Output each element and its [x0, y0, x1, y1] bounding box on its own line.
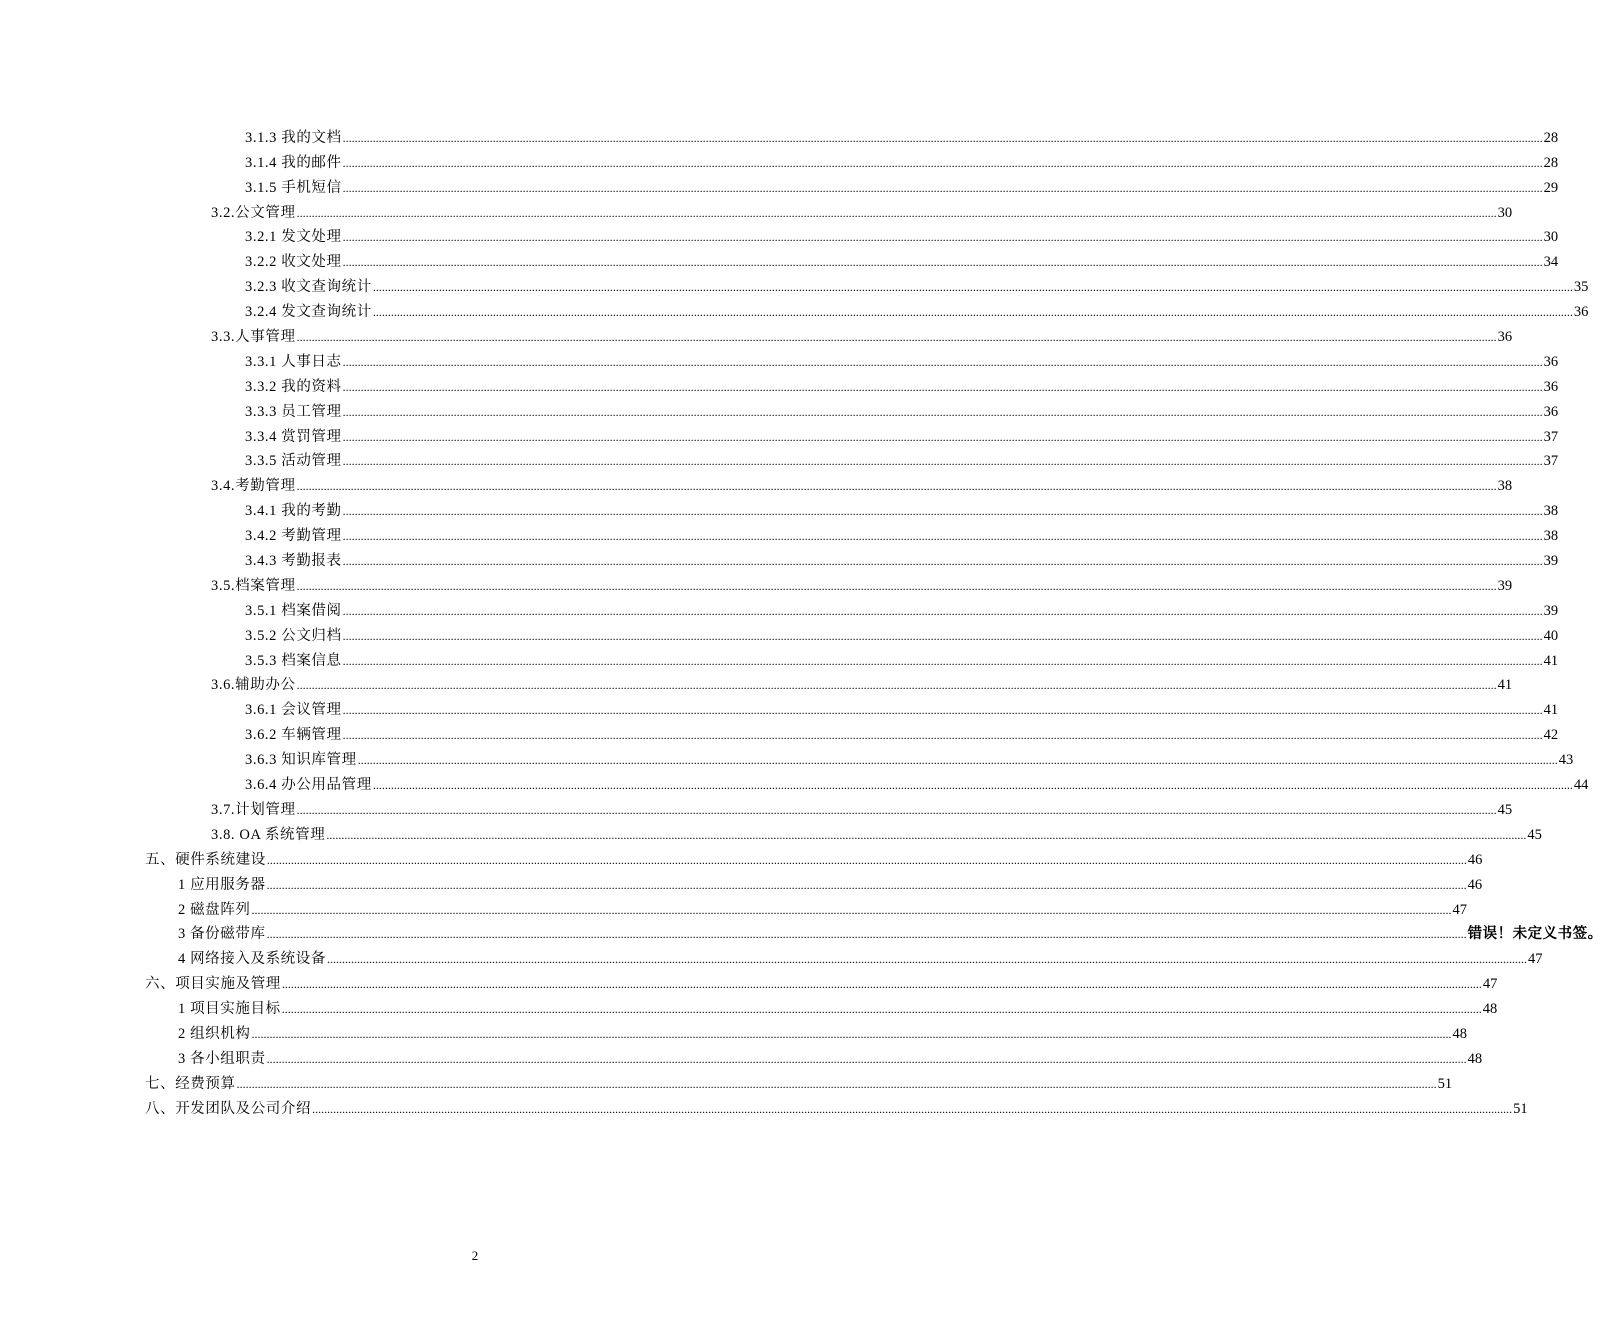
- toc-entry-page: 48: [1482, 1001, 1498, 1018]
- toc-entry-page: 37: [1543, 428, 1559, 445]
- toc-dot-leader: ................................................................................................................................................................................................................................................................................................................................................................................................................: [296, 678, 1497, 693]
- toc-entry-title: 3.1.4 我的邮件: [245, 154, 342, 171]
- toc-entry-page: 48: [1452, 1025, 1467, 1042]
- toc-dot-leader: ................................................................................................................................................................................................................................................................................................................................................................................................................: [266, 877, 1467, 892]
- toc-dot-leader: ................................................................................................................................................................................................................................................................................................................................................................................................................: [342, 529, 1543, 544]
- toc-entry-page: 39: [1497, 577, 1513, 594]
- toc-entry[interactable]: [0, 1045, 1483, 1070]
- toc-entry-title: 3.3.人事管理: [211, 329, 296, 346]
- toc-entry[interactable]: [0, 323, 1513, 348]
- toc-entry-page: 36: [1543, 403, 1559, 420]
- toc-entry[interactable]: [0, 970, 1498, 995]
- toc-entry-title: 3.6.2 车辆管理: [245, 727, 342, 744]
- toc-dot-leader: ................................................................................................................................................................................................................................................................................................................................................................................................................: [372, 778, 1573, 793]
- toc-entry[interactable]: [0, 1020, 1467, 1045]
- toc-entry-page: 41: [1543, 652, 1559, 669]
- toc-entry[interactable]: [0, 622, 1559, 647]
- toc-dot-leader: ................................................................................................................................................................................................................................................................................................................................................................................................................: [342, 628, 1543, 643]
- toc-dot-leader: ................................................................................................................................................................................................................................................................................................................................................................................................................: [251, 902, 1452, 917]
- toc-entry[interactable]: [0, 547, 1559, 572]
- toc-entry-title: 3.2.2 收文处理: [245, 254, 342, 271]
- toc-dot-leader: ................................................................................................................................................................................................................................................................................................................................................................................................................: [281, 1002, 1482, 1017]
- toc-entry-title: 3.4.考勤管理: [211, 478, 296, 495]
- toc-entry-title: 1 应用服务器: [178, 876, 266, 893]
- toc-dot-leader: ................................................................................................................................................................................................................................................................................................................................................................................................................: [342, 130, 1543, 145]
- toc-entry-page: 36: [1497, 329, 1513, 346]
- toc-entry[interactable]: [0, 672, 1513, 697]
- toc-entry-title: 4 网络接入及系统设备: [178, 951, 326, 968]
- toc-entry[interactable]: [0, 597, 1559, 622]
- toc-dot-leader: ................................................................................................................................................................................................................................................................................................................................................................................................................: [342, 180, 1543, 195]
- toc-entry-title: 3.4.3 考勤报表: [245, 553, 342, 570]
- toc-entry-page: 28: [1543, 129, 1559, 146]
- toc-entry[interactable]: [0, 298, 1589, 323]
- toc-entry-page: 47: [1527, 951, 1543, 968]
- toc-dot-leader: ................................................................................................................................................................................................................................................................................................................................................................................................................: [236, 1076, 1437, 1091]
- toc-entry[interactable]: [0, 248, 1559, 273]
- toc-entry-title: 3.2.1 发文处理: [245, 229, 342, 246]
- toc-entry[interactable]: [0, 472, 1513, 497]
- toc-entry-title: 3.1.3 我的文档: [245, 129, 342, 146]
- toc-dot-leader: ................................................................................................................................................................................................................................................................................................................................................................................................................: [342, 454, 1543, 469]
- toc-dot-leader: ................................................................................................................................................................................................................................................................................................................................................................................................................: [342, 404, 1543, 419]
- toc-dot-leader: ................................................................................................................................................................................................................................................................................................................................................................................................................: [296, 330, 1497, 345]
- toc-entry[interactable]: [0, 821, 1542, 846]
- toc-entry[interactable]: [0, 921, 1603, 946]
- toc-entry-title: 3.7.计划管理: [211, 801, 296, 818]
- toc-entry-page: 45: [1527, 826, 1542, 843]
- toc-entry[interactable]: [0, 721, 1559, 746]
- toc-dot-leader: ................................................................................................................................................................................................................................................................................................................................................................................................................: [296, 479, 1497, 494]
- toc-entry-page: 41: [1543, 702, 1559, 719]
- toc-entry-title: 3.3.1 人事日志: [245, 353, 342, 370]
- toc-dot-leader: ................................................................................................................................................................................................................................................................................................................................................................................................................: [342, 603, 1543, 618]
- toc-entry[interactable]: [0, 224, 1559, 249]
- toc-entry-title: 六、项目实施及管理: [145, 976, 281, 993]
- toc-entry-title: 3.3.5 活动管理: [245, 453, 342, 470]
- toc-entry-page: 36: [1573, 304, 1589, 321]
- toc-entry[interactable]: [0, 995, 1498, 1020]
- toc-entry[interactable]: [0, 149, 1559, 174]
- toc-dot-leader: ................................................................................................................................................................................................................................................................................................................................................................................................................: [312, 1101, 1513, 1116]
- toc-entry-page: 42: [1543, 727, 1559, 744]
- toc-entry[interactable]: [0, 497, 1559, 522]
- toc-entry-title: 3.1.5 手机短信: [245, 179, 342, 196]
- toc-entry[interactable]: [0, 746, 1574, 771]
- toc-entry-title: 3.4.2 考勤管理: [245, 528, 342, 545]
- toc-dot-leader: ................................................................................................................................................................................................................................................................................................................................................................................................................: [342, 653, 1543, 668]
- toc-dot-leader: ................................................................................................................................................................................................................................................................................................................................................................................................................: [326, 952, 1527, 967]
- toc-entry[interactable]: [0, 871, 1483, 896]
- toc-entry-page: 36: [1543, 378, 1559, 395]
- toc-entry[interactable]: [0, 273, 1589, 298]
- toc-entry-title: 3 备份磁带库: [178, 926, 266, 943]
- toc-entry-page: 39: [1543, 602, 1559, 619]
- toc-dot-leader: ................................................................................................................................................................................................................................................................................................................................................................................................................: [342, 429, 1543, 444]
- toc-entry-page: 47: [1482, 976, 1498, 993]
- toc-entry-page: 38: [1497, 478, 1513, 495]
- toc-entry-page: 29: [1543, 179, 1559, 196]
- toc-entry-title: 3.8. OA 系统管理: [211, 826, 326, 843]
- toc-entry[interactable]: [0, 373, 1559, 398]
- toc-entry-title: 3 各小组职责: [178, 1050, 266, 1067]
- toc-entry-title: 3.5.1 档案借阅: [245, 602, 342, 619]
- toc-dot-leader: ................................................................................................................................................................................................................................................................................................................................................................................................................: [342, 354, 1543, 369]
- toc-entry-title: 3.2.3 收文查询统计: [245, 279, 372, 296]
- toc-entry-page: 38: [1543, 528, 1559, 545]
- toc-entry-page: 38: [1543, 503, 1559, 520]
- toc-entry[interactable]: [0, 796, 1513, 821]
- toc-entry-title: 3.5.档案管理: [211, 577, 296, 594]
- toc-entry[interactable]: [0, 522, 1559, 547]
- toc-entry-title: 七、经费预算: [145, 1075, 236, 1092]
- toc-entry-page: 43: [1558, 752, 1574, 769]
- toc-dot-leader: ................................................................................................................................................................................................................................................................................................................................................................................................................: [342, 703, 1543, 718]
- toc-entry-title: 3.3.2 我的资料: [245, 378, 342, 395]
- toc-entry[interactable]: [0, 423, 1559, 448]
- page-number: 2: [471, 1248, 479, 1263]
- toc-entry[interactable]: [0, 199, 1513, 224]
- toc-entry[interactable]: [0, 1070, 1453, 1095]
- toc-entry-page: 44: [1573, 777, 1589, 794]
- toc-entry-page: 37: [1543, 453, 1559, 470]
- toc-entry-page: 46: [1467, 851, 1483, 868]
- toc-dot-leader: ................................................................................................................................................................................................................................................................................................................................................................................................................: [357, 753, 1558, 768]
- toc-entry[interactable]: [0, 124, 1559, 149]
- toc-entry-title: 3.3.4 赏罚管理: [245, 428, 342, 445]
- toc-entry[interactable]: [0, 1095, 1528, 1120]
- toc-entry-page: 40: [1543, 627, 1559, 644]
- toc-entry-title: 3.2.4 发文查询统计: [245, 304, 372, 321]
- toc-dot-leader: ................................................................................................................................................................................................................................................................................................................................................................................................................: [281, 977, 1482, 992]
- toc-entry-title: 3.6.4 办公用品管理: [245, 777, 372, 794]
- toc-dot-leader: ................................................................................................................................................................................................................................................................................................................................................................................................................: [342, 230, 1543, 245]
- toc-dot-leader: ................................................................................................................................................................................................................................................................................................................................................................................................................: [296, 578, 1497, 593]
- toc-dot-leader: ................................................................................................................................................................................................................................................................................................................................................................................................................: [342, 728, 1543, 743]
- toc-entry-title: 2 磁盘阵列: [178, 901, 251, 918]
- toc-entry-page: 47: [1452, 901, 1467, 918]
- toc-entry[interactable]: [0, 348, 1559, 373]
- toc-entry-page: 46: [1467, 876, 1483, 893]
- toc-entry-page: 45: [1497, 801, 1513, 818]
- toc-dot-leader: ................................................................................................................................................................................................................................................................................................................................................................................................................: [372, 280, 1573, 295]
- toc-entry[interactable]: [0, 398, 1559, 423]
- toc-entry-page: 51: [1513, 1100, 1528, 1117]
- toc-entry-title: 1 项目实施目标: [178, 1001, 281, 1018]
- toc-entry-page: 48: [1467, 1050, 1483, 1067]
- toc-entry-title: 3.4.1 我的考勤: [245, 503, 342, 520]
- toc-entry-page: 30: [1543, 229, 1559, 246]
- toc-entry[interactable]: [0, 896, 1467, 921]
- toc-entry-page: 35: [1573, 279, 1589, 296]
- toc-entry-page: 34: [1543, 254, 1559, 271]
- toc-dot-leader: ................................................................................................................................................................................................................................................................................................................................................................................................................: [266, 927, 1467, 942]
- toc-entry-page: 39: [1543, 553, 1559, 570]
- toc-entry-title: 3.6.辅助办公: [211, 677, 296, 694]
- toc-entry[interactable]: [0, 696, 1559, 721]
- toc-entry[interactable]: [0, 174, 1559, 199]
- toc-entry-page: 30: [1497, 204, 1513, 221]
- toc-entry-page: 28: [1543, 154, 1559, 171]
- toc-entry-title: 3.6.1 会议管理: [245, 702, 342, 719]
- toc-dot-leader: ................................................................................................................................................................................................................................................................................................................................................................................................................: [251, 1026, 1452, 1041]
- toc-entry[interactable]: [0, 572, 1513, 597]
- toc-dot-leader: ................................................................................................................................................................................................................................................................................................................................................................................................................: [342, 255, 1543, 270]
- toc-entry[interactable]: [0, 771, 1589, 796]
- toc-entry[interactable]: [0, 945, 1543, 970]
- toc-dot-leader: ................................................................................................................................................................................................................................................................................................................................................................................................................: [342, 554, 1543, 569]
- toc-entry-title: 2 组织机构: [178, 1025, 251, 1042]
- toc-entry-title: 3.5.2 公文归档: [245, 627, 342, 644]
- toc-dot-leader: ................................................................................................................................................................................................................................................................................................................................................................................................................: [342, 155, 1543, 170]
- toc-dot-leader: ................................................................................................................................................................................................................................................................................................................................................................................................................: [266, 1051, 1467, 1066]
- toc-entry-page: 36: [1543, 353, 1559, 370]
- toc-entry-title: 八、开发团队及公司介绍: [145, 1100, 312, 1117]
- toc-entry-title: 3.3.3 员工管理: [245, 403, 342, 420]
- toc-entry[interactable]: [0, 846, 1483, 871]
- toc-dot-leader: ................................................................................................................................................................................................................................................................................................................................................................................................................: [342, 379, 1543, 394]
- toc-dot-leader: ................................................................................................................................................................................................................................................................................................................................................................................................................: [296, 205, 1497, 220]
- toc-entry-title: 五、硬件系统建设: [145, 851, 266, 868]
- toc-entry[interactable]: [0, 448, 1559, 473]
- toc-dot-leader: ................................................................................................................................................................................................................................................................................................................................................................................................................: [296, 802, 1497, 817]
- toc-entry-title: 3.2.公文管理: [211, 204, 296, 221]
- toc-dot-leader: ................................................................................................................................................................................................................................................................................................................................................................................................................: [372, 305, 1573, 320]
- table-of-contents: [0, 124, 1603, 1120]
- toc-dot-leader: ................................................................................................................................................................................................................................................................................................................................................................................................................: [342, 504, 1543, 519]
- toc-entry-title: 3.5.3 档案信息: [245, 652, 342, 669]
- toc-dot-leader: ................................................................................................................................................................................................................................................................................................................................................................................................................: [266, 852, 1467, 867]
- toc-entry-title: 3.6.3 知识库管理: [245, 752, 357, 769]
- toc-dot-leader: ................................................................................................................................................................................................................................................................................................................................................................................................................: [326, 827, 1527, 842]
- toc-entry[interactable]: [0, 647, 1559, 672]
- toc-entry-page: 41: [1497, 677, 1513, 694]
- toc-entry-page: 51: [1437, 1075, 1453, 1092]
- toc-entry-error-text: 错误！未定义书签。: [1467, 926, 1603, 943]
